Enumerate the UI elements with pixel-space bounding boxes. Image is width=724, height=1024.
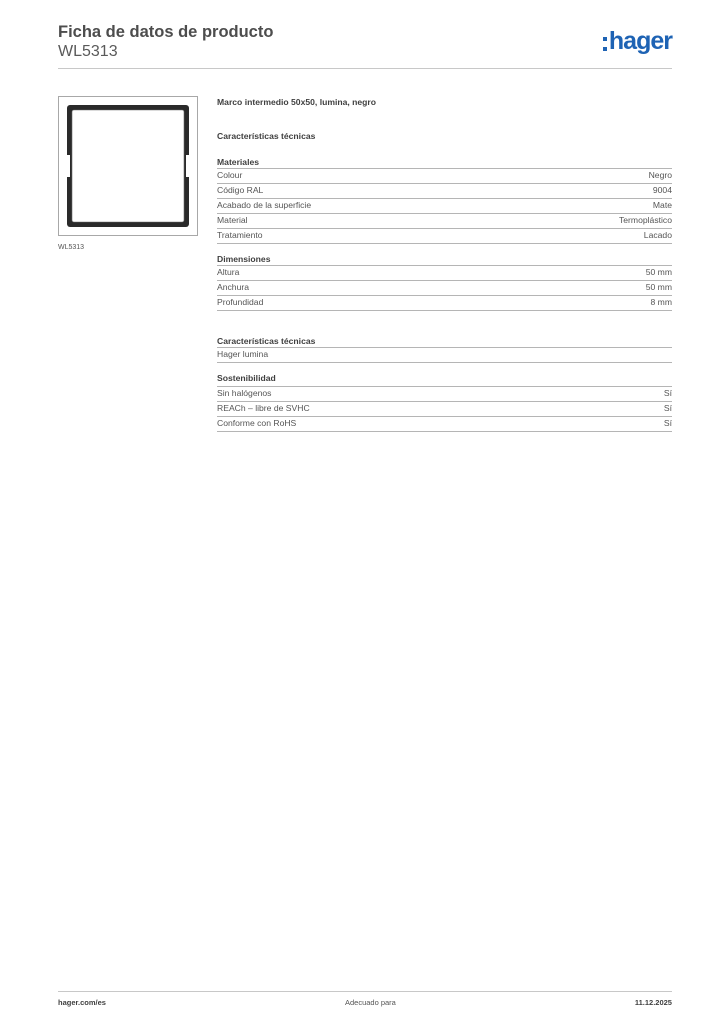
- dimensions-table: [217, 265, 672, 311]
- row-label: Código RAL: [217, 185, 264, 195]
- row-value: Sí: [663, 418, 672, 428]
- row-value: 8 mm: [650, 297, 672, 307]
- frame-product-icon: [59, 97, 197, 235]
- row-value: Termoplástico: [618, 215, 672, 225]
- section-title-sustainability: Sostenibilidad: [217, 373, 276, 383]
- table-row: [217, 401, 672, 416]
- table-divider: [217, 431, 672, 432]
- table-row: [217, 295, 672, 310]
- image-caption: WL5313: [58, 244, 85, 251]
- table-row: [217, 213, 672, 228]
- product-image: [58, 96, 198, 236]
- logo-text: hager: [608, 27, 672, 55]
- product-code: WL5313: [58, 43, 118, 60]
- table-row: [217, 347, 672, 362]
- row-value: Sí: [663, 388, 672, 398]
- row-label: Material: [217, 215, 248, 225]
- row-value: 9004: [652, 185, 672, 195]
- table-row: [217, 386, 672, 401]
- hager-logo: [603, 28, 672, 54]
- row-label: Acabado de la superficie: [217, 200, 312, 210]
- page-header: [58, 22, 672, 68]
- table-row: [217, 198, 672, 213]
- footer-center-text: Adecuado para: [344, 998, 396, 1007]
- section-title-tech-2: Características técnicas: [217, 336, 316, 346]
- materials-table: [217, 168, 672, 244]
- table-row: [217, 265, 672, 280]
- section-title-materials: Materiales: [217, 157, 260, 167]
- row-value: Sí: [663, 403, 672, 413]
- row-label: Colour: [217, 170, 243, 180]
- row-label: REACh – libre de SVHC: [217, 403, 310, 413]
- table-row: [217, 280, 672, 295]
- footer-date: 11.12.2025: [634, 998, 672, 1007]
- product-description: Marco intermedio 50x50, lumina, negro: [217, 97, 377, 107]
- tech-table: [217, 347, 672, 363]
- row-label: Sin halógenos: [217, 388, 272, 398]
- row-label: Conforme con RoHS: [217, 418, 297, 428]
- sustainability-table: [217, 386, 672, 432]
- table-row: [217, 228, 672, 243]
- row-value: Lacado: [643, 230, 672, 240]
- header-divider: [58, 68, 672, 69]
- table-row: [217, 183, 672, 198]
- table-row: [217, 168, 672, 183]
- section-title-tech: Características técnicas: [217, 131, 316, 141]
- row-label: Anchura: [217, 282, 250, 292]
- footer-website: hager.com/es: [58, 998, 106, 1007]
- section-title-dimensions: Dimensiones: [217, 254, 271, 264]
- footer-divider: [58, 991, 672, 992]
- row-label: Tratamiento: [217, 230, 263, 240]
- row-value: 50 mm: [645, 267, 672, 277]
- row-value: Negro: [648, 170, 672, 180]
- product-details: [217, 96, 672, 432]
- document-title: Ficha de datos de producto: [58, 23, 274, 41]
- row-label: Profundidad: [217, 297, 264, 307]
- row-label: Altura: [217, 267, 240, 277]
- row-label: Hager lumina: [217, 349, 269, 359]
- page-footer: [58, 998, 672, 1007]
- logo-dots-icon: [603, 37, 607, 51]
- row-value: Mate: [652, 200, 672, 210]
- table-row: [217, 416, 672, 431]
- row-value: 50 mm: [645, 282, 672, 292]
